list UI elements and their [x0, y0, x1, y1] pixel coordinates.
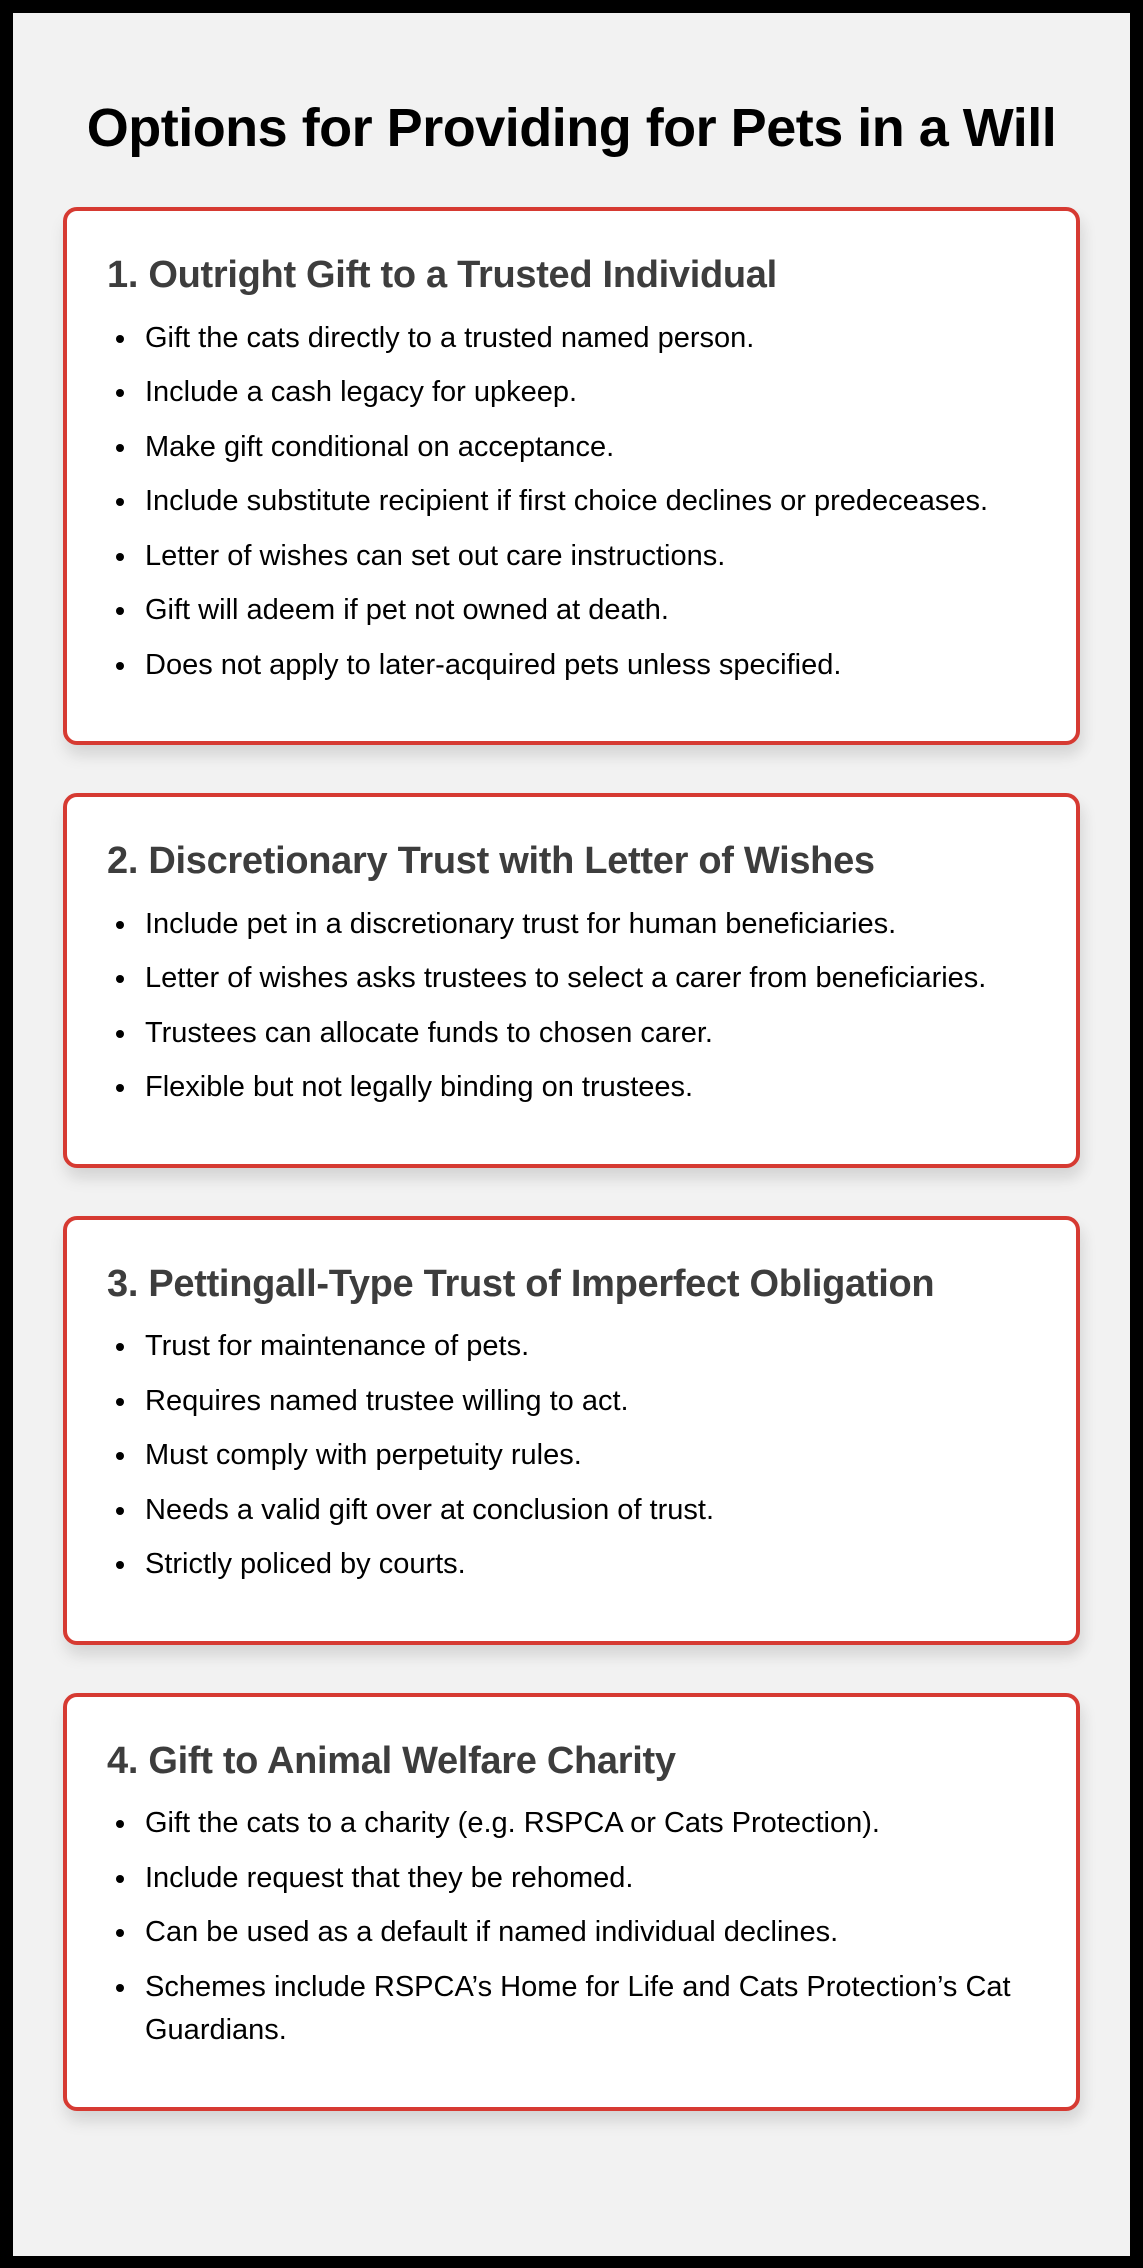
bullet-list — [107, 317, 1036, 688]
list-item: • Strictly policed by courts. — [139, 1543, 1036, 1587]
list-item: • Include pet in a discretionary trust for human beneficiaries. — [139, 903, 1036, 947]
list-item: • Make gift conditional on acceptance. — [139, 426, 1036, 470]
list-item: • Gift the cats to a charity (e.g. RSPCA or Cats Protection). — [139, 1802, 1036, 1846]
list-item: • Must comply with perpetuity rules. — [139, 1434, 1036, 1478]
list-item: • Does not apply to later-acquired pets unless specified. — [139, 644, 1036, 688]
list-item: • Include a cash legacy for upkeep. — [139, 371, 1036, 415]
bullet-list — [107, 1802, 1036, 2053]
section-outright-gift — [63, 207, 1080, 745]
list-item: • Letter of wishes asks trustees to select a carer from beneficiaries. — [139, 957, 1036, 1001]
bullet-list — [107, 1325, 1036, 1587]
list-item: • Letter of wishes can set out care instructions. — [139, 535, 1036, 579]
list-item: • Flexible but not legally binding on trustees. — [139, 1066, 1036, 1110]
section-heading: 2. Discretionary Trust with Letter of Wishes — [107, 840, 875, 883]
list-item: • Gift the cats directly to a trusted named person. — [139, 317, 1036, 361]
list-item: • Include substitute recipient if first choice declines or predeceases. — [139, 480, 1036, 524]
list-item: • Trust for maintenance of pets. — [139, 1325, 1036, 1369]
list-item: • Include request that they be rehomed. — [139, 1857, 1036, 1901]
list-item: • Schemes include RSPCA’s Home for Life and Cats Protection’s Cat Guardians. — [139, 1966, 1036, 2053]
section-heading: 3. Pettingall-Type Trust of Imperfect Obligation — [107, 1262, 935, 1305]
document-page — [13, 13, 1130, 2256]
section-pettingall-trust — [63, 1216, 1080, 1645]
page-title: Options for Providing for Pets in a Will — [86, 98, 1057, 158]
section-charity-gift — [63, 1693, 1080, 2111]
list-item: • Gift will adeem if pet not owned at death. — [139, 589, 1036, 633]
section-heading: 4. Gift to Animal Welfare Charity — [107, 1739, 676, 1782]
list-item: • Requires named trustee willing to act. — [139, 1380, 1036, 1424]
section-heading: 1. Outright Gift to a Trusted Individual — [107, 254, 777, 297]
list-item: • Can be used as a default if named individual declines. — [139, 1911, 1036, 1955]
list-item: • Needs a valid gift over at conclusion of trust. — [139, 1489, 1036, 1533]
list-item: • Trustees can allocate funds to chosen carer. — [139, 1012, 1036, 1056]
bullet-list — [107, 903, 1036, 1110]
section-discretionary-trust — [63, 793, 1080, 1168]
